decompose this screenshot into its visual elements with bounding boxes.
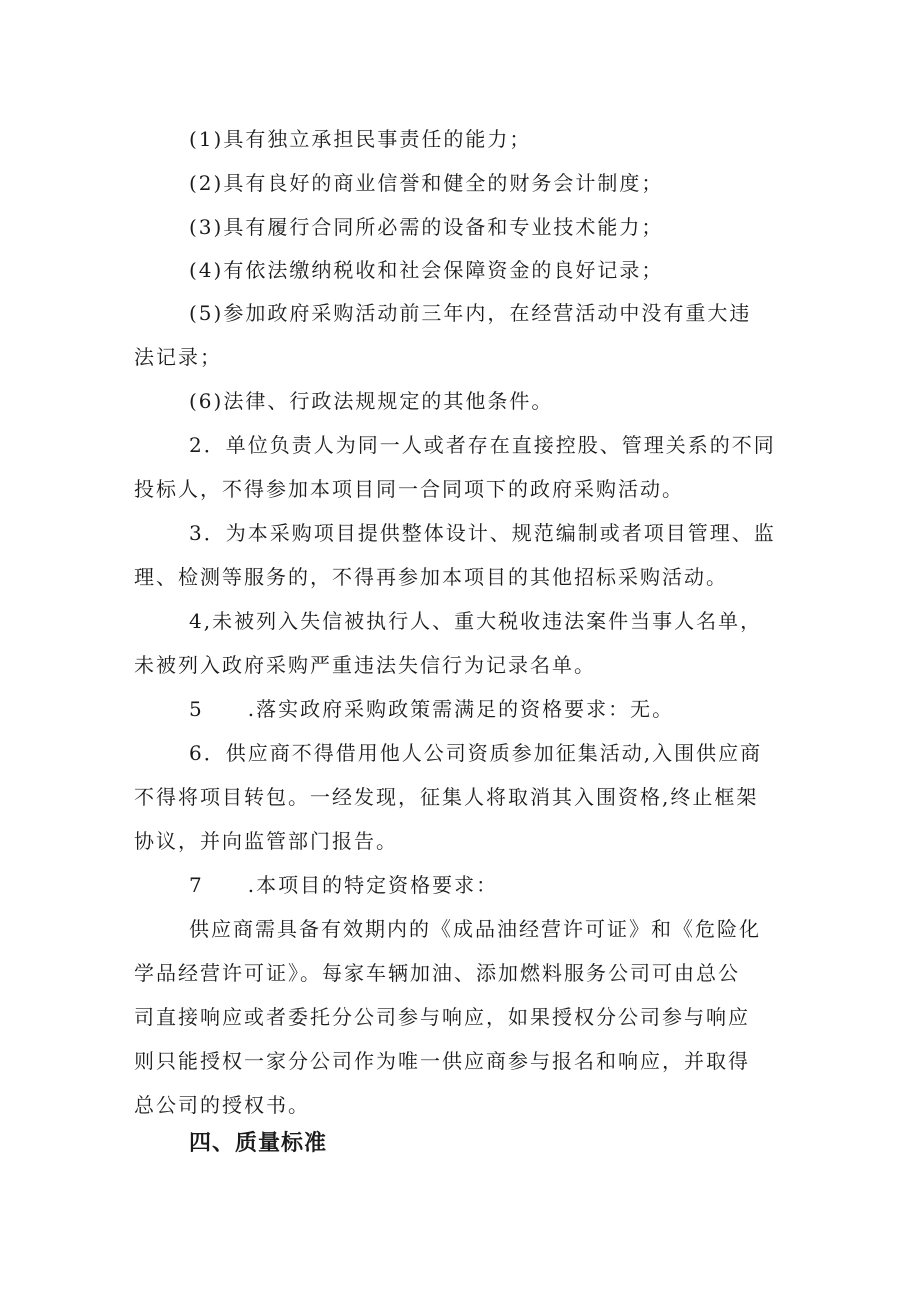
paragraph-line: 学品经营许可证》。每家车辆加油、添加燃料服务公司可由总公 [134, 961, 740, 985]
paragraph-line: 司直接响应或者委托分公司参与响应，如果授权分公司参与响应 [134, 1005, 750, 1029]
paragraph-line: 5 .落实政府采购政策需满足的资格要求：无。 [189, 697, 675, 721]
paragraph-line: (6)法律、行政法规规定的其他条件。 [189, 389, 554, 413]
paragraph-line: 2．单位负责人为同一人或者存在直接控股、管理关系的不同 [189, 433, 776, 457]
paragraph-line: 供应商需具备有效期内的《成品油经营许可证》和《危险化 [189, 917, 761, 941]
paragraph-line: 4,未被列入失信被执行人、重大税收违法案件当事人名单， [189, 609, 763, 633]
paragraph-line: (2)具有良好的商业信誉和健全的财务会计制度； [189, 171, 664, 195]
paragraph-line: 则只能授权一家分公司作为唯一供应商参与报名和响应，并取得 [134, 1049, 750, 1073]
paragraph-line: 理、检测等服务的，不得再参加本项目的其他招标采购活动。 [134, 565, 728, 589]
section-heading: 四、质量标准 [189, 1131, 328, 1156]
paragraph-line: 法记录； [134, 345, 222, 369]
paragraph-line: 投标人，不得参加本项目同一合同项下的政府采购活动。 [134, 477, 684, 501]
paragraph-line: (1)具有独立承担民事责任的能力； [189, 127, 532, 151]
paragraph-line: 总公司的授权书。 [134, 1093, 310, 1117]
paragraph-line: 6．供应商不得借用他人公司资质参加征集活动,入围供应商 [189, 741, 763, 765]
paragraph-line: (5)参加政府采购活动前三年内，在经营活动中没有重大违 [189, 301, 752, 325]
paragraph-line: (3)具有履行合同所必需的设备和专业技术能力； [189, 215, 664, 239]
paragraph-line: (4)有依法缴纳税收和社会保障资金的良好记录； [189, 258, 664, 282]
paragraph-line: 3．为本采购项目提供整体设计、规范编制或者项目管理、监 [189, 521, 776, 545]
paragraph-line: 7 .本项目的特定资格要求： [189, 873, 499, 897]
paragraph-line: 未被列入政府采购严重违法失信行为记录名单。 [134, 653, 596, 677]
paragraph-line: 协议，并向监管部门报告。 [134, 829, 398, 853]
paragraph-line: 不得将项目转包。一经发现，征集人将取消其入围资格,终止框架 [134, 785, 759, 809]
